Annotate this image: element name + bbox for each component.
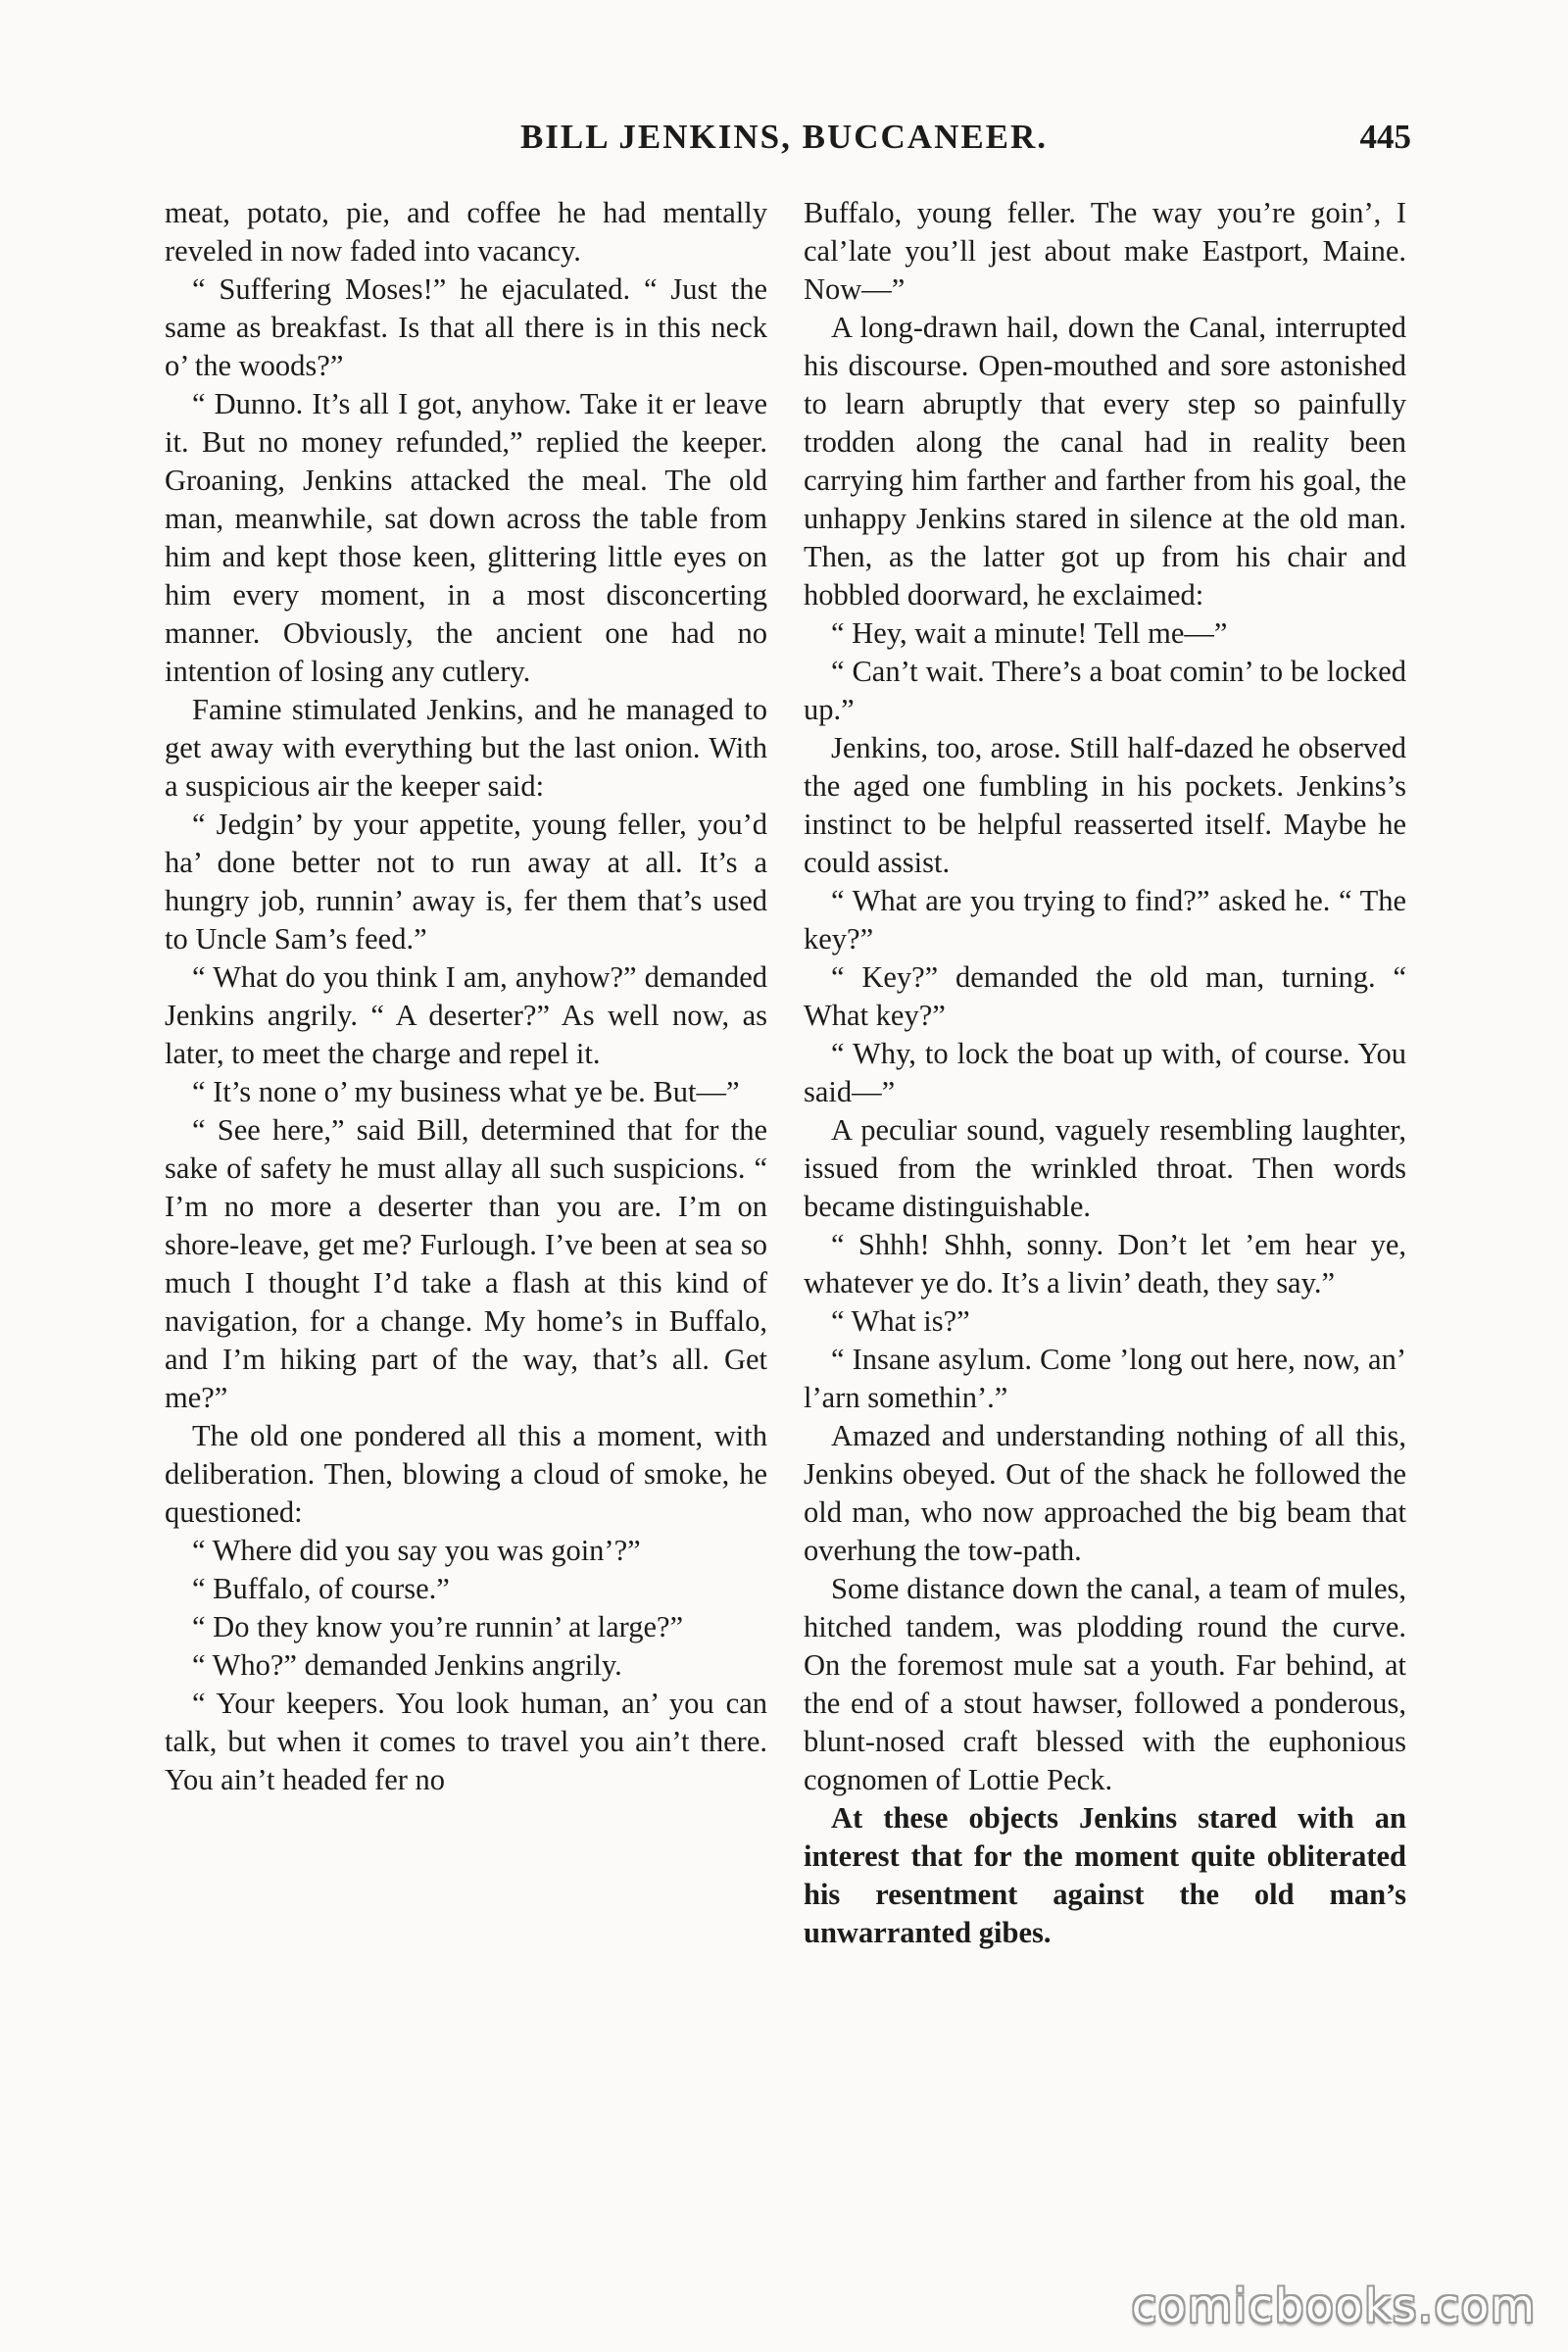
paragraph: “ What are you trying to find?” asked he. “ The key?” (804, 884, 1406, 956)
right-column (804, 194, 1406, 1952)
paragraph: Amazed and understanding nothing of all this, Jenkins obeyed. Out of the shack he followed the old man, who now approached the big beam that overhung the tow-path. (804, 1419, 1406, 1567)
paragraph: Famine stimulated Jenkins, and he managed to get away with everything but the last onion. With a suspicious air the keeper said: (165, 693, 767, 803)
paragraph: “ What is?” (831, 1304, 970, 1338)
watermark: comicbooks.com (1131, 2279, 1537, 2332)
running-title: BILL JENKINS, BUCCANEER. (519, 118, 1049, 156)
paragraph: “ Insane asylum. Come ’long out here, now, an’ l’arn somethin’.” (804, 1343, 1406, 1414)
paragraph: Jenkins, too, arose. Still half-dazed he observed the aged one fumbling in his pockets. Jenkins’s instinct to be helpful reasserted itself. Maybe he could assist. (804, 731, 1406, 879)
paragraph: A peculiar sound, vaguely resembling laughter, issued from the wrinkled throat. Then words became distinguishable. (804, 1113, 1406, 1223)
paragraph: “ Jedgin’ by your appetite, young feller, you’d ha’ done better not to run away at all. It’s a hungry job, runnin’ away is, fer them that’s used to Uncle Sam’s feed.” (165, 808, 767, 956)
paragraph: “ Suffering Moses!” he ejaculated. “ Just the same as breakfast. Is that all there is in this neck o’ the woods?” (165, 272, 767, 382)
paragraph: “ What do you think I am, anyhow?” demanded Jenkins angrily. “ A deserter?” As well now, as later, to meet the charge and repel it. (165, 960, 767, 1070)
running-head (157, 118, 1411, 176)
paragraph: “ See here,” said Bill, determined that for the sake of safety he must allay all such suspicions. “ I’m no more a deserter than you are. I’m on shore-leave, get me? Furlough. I’ve been at sea so much I thought I’d take a flash at this kind of navigation, for a change. My home’s in Buffalo, and I’m hiking part of the way, that’s all. Get me?” (165, 1113, 767, 1414)
paragraph: “ It’s none o’ my business what ye be. But—” (192, 1075, 740, 1108)
paragraph: “ Shhh! Shhh, sonny. Don’t let ’em hear ye, whatever ye do. It’s a livin’ death, they say.” (804, 1228, 1406, 1299)
paragraph: “ Do they know you’re runnin’ at large?” (192, 1610, 684, 1643)
paragraph: “ Where did you say you was goin’?” (192, 1534, 641, 1567)
paragraph: Some distance down the canal, a team of mules, hitched tandem, was plodding round the curve. On the foremost mule sat a youth. Far behind, at the end of a stout hawser, followed a ponderous, blunt-nosed craft blessed with the euphonious cognomen of Lottie Peck. (804, 1572, 1406, 1796)
left-column (165, 194, 767, 1799)
paragraph: “ Why, to lock the boat up with, of course. You said—” (804, 1037, 1406, 1108)
paragraph: “ Buffalo, of course.” (192, 1572, 450, 1605)
paragraph: Buffalo, young feller. The way you’re goin’, I cal’late you’ll jest about make Eastport, Maine. Now—” (804, 196, 1406, 306)
paragraph: “ Key?” demanded the old man, turning. “ What key?” (804, 960, 1406, 1032)
paragraph: meat, potato, pie, and coffee he had mentally reveled in now faded into vacancy. (165, 196, 767, 268)
page-number: 445 (1359, 118, 1411, 156)
paragraph: “ Hey, wait a minute! Tell me—” (831, 616, 1228, 650)
paragraph: “ Who?” demanded Jenkins angrily. (192, 1648, 622, 1682)
paragraph: At these objects Jenkins stared with an interest that for the moment quite obliterated his resentment against the old man’s unwarranted gibes. (804, 1801, 1406, 1949)
paragraph: The old one pondered all this a moment, with deliberation. Then, blowing a cloud of smoke, he questioned: (165, 1419, 767, 1529)
paragraph: “ Your keepers. You look human, an’ you can talk, but when it comes to travel you ain’t there. You ain’t headed fer no (165, 1687, 767, 1796)
paragraph: “ Dunno. It’s all I got, anyhow. Take it er leave it. But no money refunded,” replied the keeper. Groaning, Jenkins attacked the meal. The old man, meanwhile, sat down across the table from him and kept those keen, glittering little eyes on him every moment, in a most disconcerting manner. Obviously, the ancient one had no intention of losing any cutlery. (165, 387, 767, 688)
paragraph: A long-drawn hail, down the Canal, interrupted his discourse. Open-mouthed and sore astonished to learn abruptly that every step so painfully trodden along the canal had in reality been carrying him farther and farther from his goal, the unhappy Jenkins stared in silence at the old man. Then, as the latter got up from his chair and hobbled doorward, he exclaimed: (804, 311, 1406, 612)
paragraph: “ Can’t wait. There’s a boat comin’ to be locked up.” (804, 655, 1406, 726)
